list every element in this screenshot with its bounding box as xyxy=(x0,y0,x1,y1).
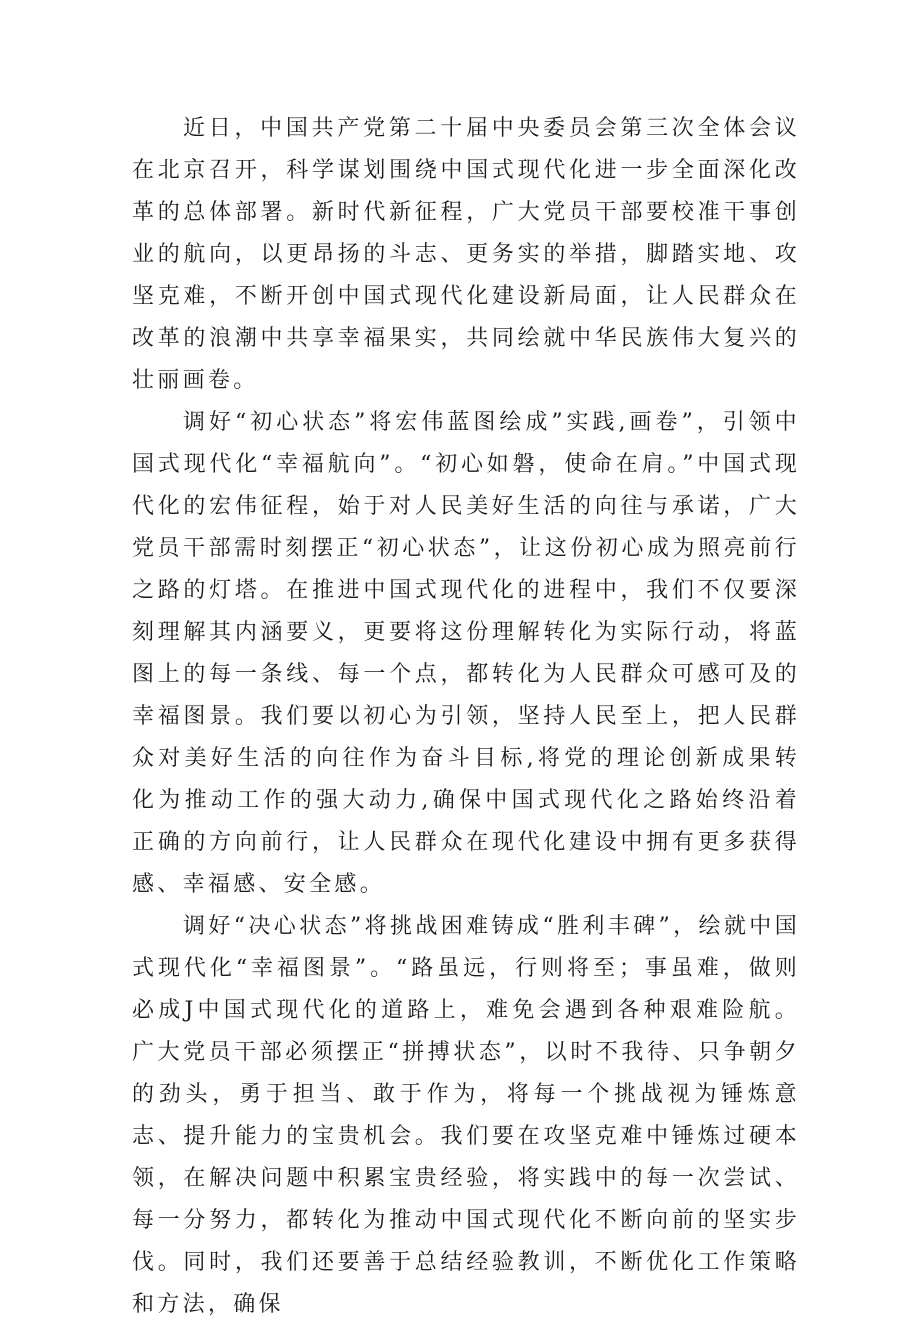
document-body xyxy=(132,108,800,1326)
paragraph-determination: 调好“决心状态”将挑战困难铸成“胜利丰碑”，绘就中国式现代化“幸福图景”。“路虽远，行则将至；事虽难，做则必成J中国式现代化的道路上，难免会遇到各种艰难险航。广大党员干部必须摆正“拼搏状态”，以时不我待、只争朝夕的劲头，勇于担当、敢于作为，将每一个挑战视为锤炼意志、提升能力的宝贵机会。我们要在攻坚克难中锤炼过硬本领，在解决问题中积累宝贵经验，将实践中的每一次尝试、每一分努力，都转化为推动中国式现代化不断向前的坚实步伐。同时，我们还要善于总结经验教训，不断优化工作策略和方法，确保 xyxy=(132,914,800,1317)
paragraph-intro: 近日，中国共产党第二十届中央委员会第三次全体会议在北京召开，科学谋划围绕中国式现代化进一步全面深化改革的总体部署。新时代新征程，广大党员干部要校准干事创业的航向，以更昂扬的斗志、更务实的举措，脚踏实地、攻坚克难，不断开创中国式现代化建设新局面，让人民群众在改革的浪潮中共享幸福果实，共同绘就中华民族伟大复兴的壮丽画卷。 xyxy=(132,116,800,393)
paragraph-initial-aspiration: 调好“初心状态”将宏伟蓝图绘成”实践,画卷”，引领中国式现代化“幸福航向”。“初心如磐，使命在肩。”中国式现代化的宏伟征程，始于对人民美好生活的向往与承诺，广大党员干部需时刻摆正“初心状态”，让这份初心成为照亮前行之路的灯塔。在推进中国式现代化的进程中，我们不仅要深刻理解其内涵要义，更要将这份理解转化为实际行动，将蓝图上的每一条线、每一个点，都转化为人民群众可感可及的幸福图景。我们要以初心为引领，坚持人民至上，把人民群众对美好生活的向往作为奋斗目标,将党的理论创新成果转化为推动工作的强大动力,确保中国式现代化之路始终沿着正确的方向前行，让人民群众在现代化建设中拥有更多获得感、幸福感、安全感。 xyxy=(132,410,800,897)
